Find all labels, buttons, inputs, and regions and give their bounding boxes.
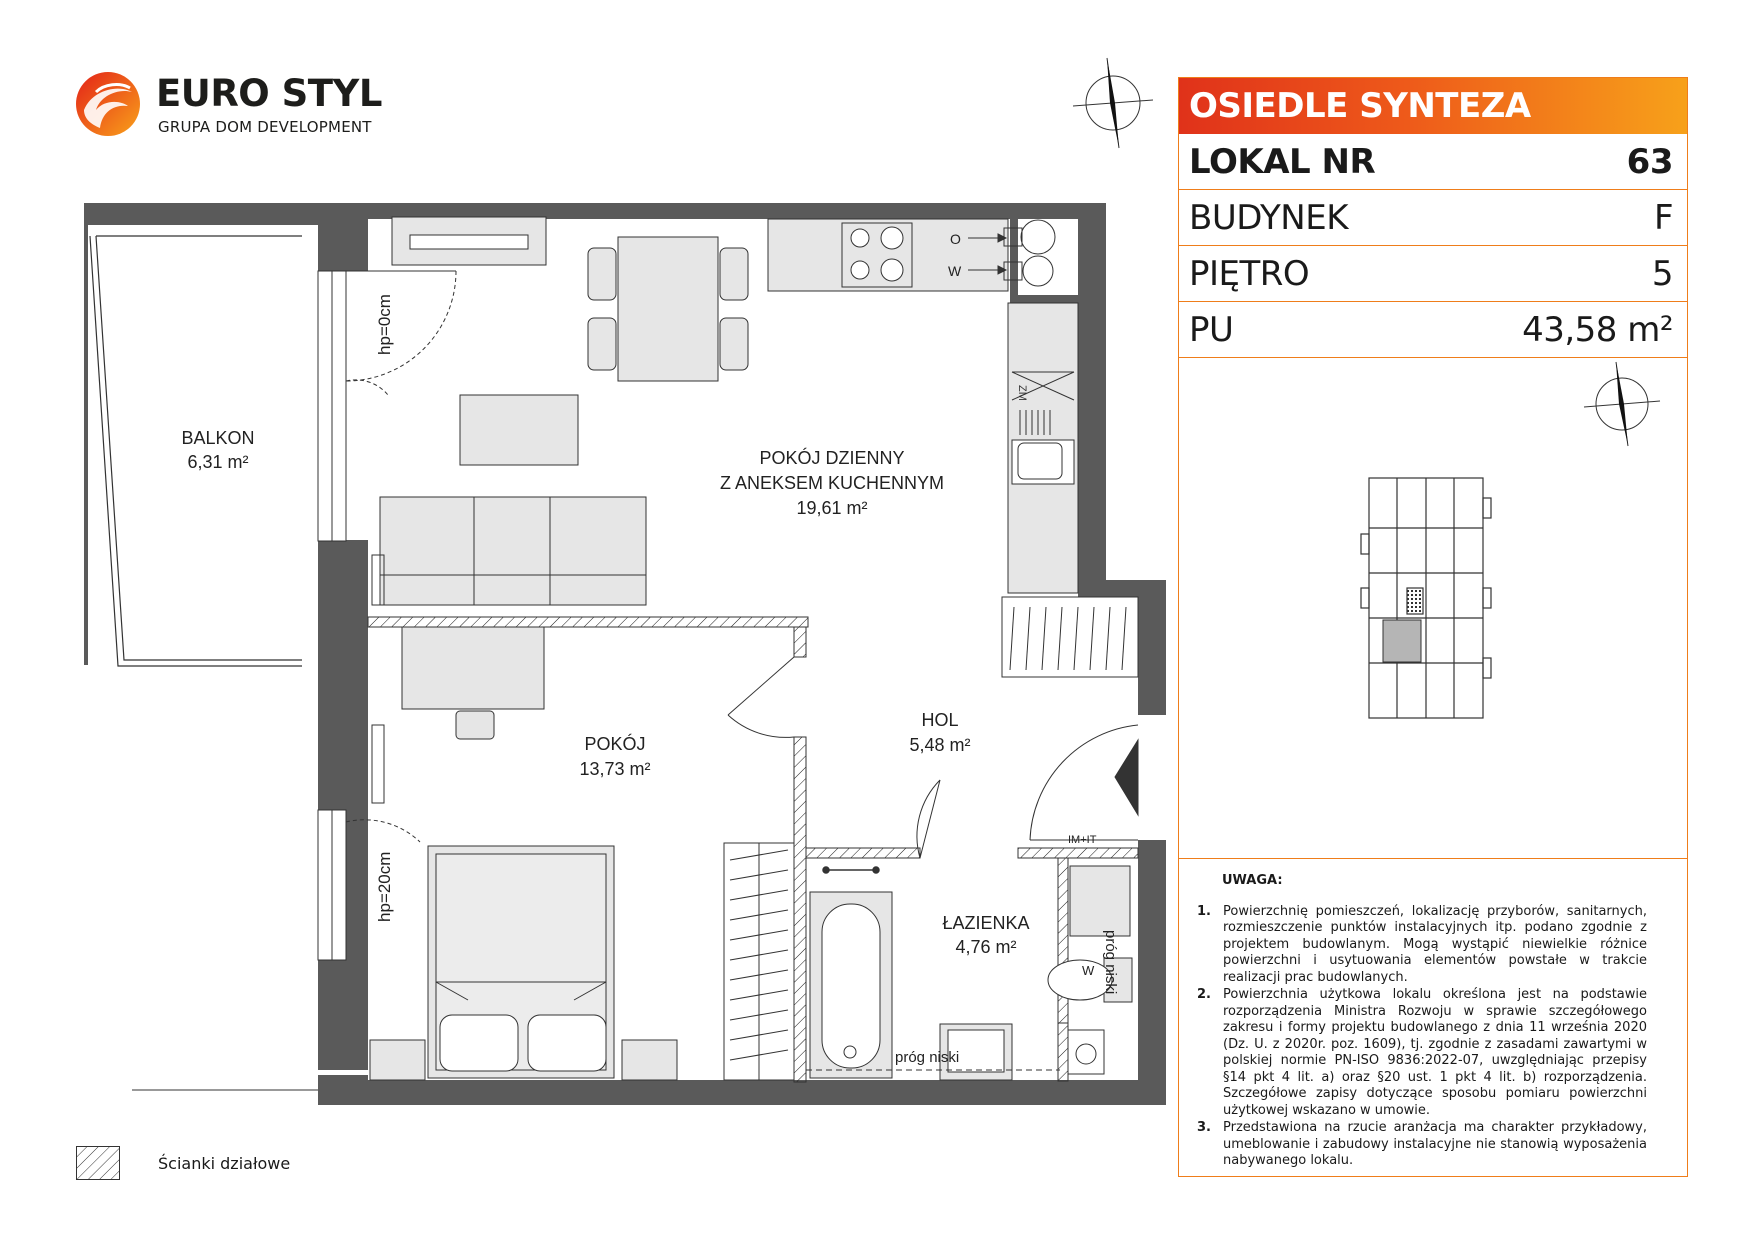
info-label: PIĘTRO bbox=[1189, 253, 1310, 294]
sofa bbox=[380, 497, 646, 605]
note-number: 3. bbox=[1197, 1120, 1211, 1135]
room-area-hol: 5,48 m² bbox=[909, 735, 971, 755]
north-arrow-icon bbox=[1584, 362, 1660, 446]
building-outline bbox=[1361, 478, 1491, 718]
room-area-living: 19,61 m² bbox=[796, 498, 868, 518]
prog-niski-horizontal: próg niski bbox=[895, 1049, 960, 1066]
logo-subtitle: GRUPA DOM DEVELOPMENT bbox=[158, 118, 372, 136]
note-item bbox=[1197, 904, 1647, 987]
info-panel bbox=[1178, 77, 1688, 1177]
room-area-pokoj: 13,73 m² bbox=[579, 759, 651, 779]
note-text: Powierzchnię pomieszczeń, lokalizację przyborów, sanitarnych, rozmieszczenie punktów instalacyjnych itp. podano zgodnie z projektem budowlanym. Mogą wystąpić niewielkie różnice powierzchni i usytuowania elementów powstałe w trakcie realizacji prac budowlanych. bbox=[1223, 903, 1647, 985]
meter-label: IM+IT bbox=[1068, 834, 1097, 846]
info-label: LOKAL NR bbox=[1189, 141, 1376, 182]
info-value: 5 bbox=[1651, 253, 1673, 294]
key-plan-svg bbox=[1179, 358, 1689, 858]
info-label: PU bbox=[1189, 309, 1234, 350]
dining-table bbox=[588, 237, 748, 381]
room-name-living-2: Z ANEKSEM KUCHENNYM bbox=[719, 473, 945, 493]
washing-machine bbox=[1070, 866, 1130, 936]
legend-label: Ścianki działowe bbox=[158, 1154, 291, 1173]
note-number: 2. bbox=[1197, 987, 1211, 1002]
room-area-lazienka: 4,76 m² bbox=[955, 937, 1017, 957]
north-arrow-icon bbox=[1073, 58, 1153, 148]
hp-bottom-label: hp=20cm bbox=[375, 851, 394, 922]
info-row-pietro bbox=[1179, 246, 1687, 302]
room-name-lazienka: ŁAZIENKA bbox=[942, 913, 1030, 933]
apartment-highlight bbox=[1383, 620, 1421, 662]
wardrobe bbox=[724, 843, 794, 1080]
info-row-pu bbox=[1179, 302, 1687, 358]
wm-label: W bbox=[1082, 963, 1095, 978]
prog-niski-vertical: próg niski bbox=[1102, 930, 1119, 995]
info-row-lokal bbox=[1179, 134, 1687, 190]
bidet-sink bbox=[1068, 1030, 1104, 1074]
hall-wardrobe bbox=[1002, 597, 1138, 677]
note-item bbox=[1197, 987, 1647, 1119]
building-key-plan bbox=[1179, 358, 1687, 859]
bed bbox=[428, 846, 614, 1078]
info-value: 63 bbox=[1626, 141, 1673, 182]
estate-title: OSIEDLE SYNTEZA bbox=[1179, 78, 1687, 134]
hp-top-label: hp=0cm bbox=[375, 294, 394, 355]
note-number: 1. bbox=[1197, 903, 1211, 919]
notes-header: UWAGA: bbox=[1222, 873, 1283, 888]
coffee-table bbox=[460, 395, 578, 465]
logo-name: EURO STYL bbox=[156, 72, 382, 115]
hatch-swatch-icon bbox=[76, 1146, 120, 1180]
room-name-balkon: BALKON bbox=[181, 428, 255, 448]
note-text: Przedstawiona na rzucie aranżacja ma charakter przykładowy, umeblowanie i zabudowy instalacyjne nie stanowią wyposażenia nabywanego lokalu. bbox=[1223, 1120, 1647, 1168]
room-name-pokoj: POKÓJ bbox=[584, 734, 646, 754]
note-text: Powierzchnia użytkowa lokalu określona jest na podstawie rozporządzenia Ministra Rozwoju w sprawie szczegółowego zakresu i formy projektu budowlanego z dnia 11 września 2020 (Dz. U. z 2020r. poz. 1609), tj. zgodnie z zasadami zawartymi w polskiej normie PN-ISO 9836:2022-07, uwzględniając przepisy §14 pkt 4 lit. a) oraz §20 ust. 1 pkt 4 lit. b) rozporządzenia. Szczegółowe zapisy dotyczące sposobu pomiaru powierzchni użytkowej wskazano w umowie. bbox=[1223, 987, 1647, 1118]
info-label: BUDYNEK bbox=[1189, 197, 1349, 238]
zm-label: ZM bbox=[1016, 385, 1028, 401]
note-item bbox=[1197, 1120, 1647, 1170]
info-row-budynek bbox=[1179, 190, 1687, 246]
room-area-balkon: 6,31 m² bbox=[187, 452, 249, 472]
room-name-living-1: POKÓJ DZIENNY bbox=[759, 448, 905, 468]
water-w-label: W bbox=[948, 263, 962, 279]
desk bbox=[402, 627, 544, 739]
bathtub bbox=[810, 892, 892, 1078]
towel-rail bbox=[823, 867, 879, 873]
info-value: F bbox=[1653, 197, 1673, 238]
room-name-hol: HOL bbox=[921, 710, 959, 730]
notes bbox=[1179, 859, 1687, 1170]
balcony bbox=[84, 203, 320, 1090]
water-o-label: O bbox=[950, 231, 961, 247]
info-value: 43,58 m² bbox=[1522, 309, 1673, 350]
